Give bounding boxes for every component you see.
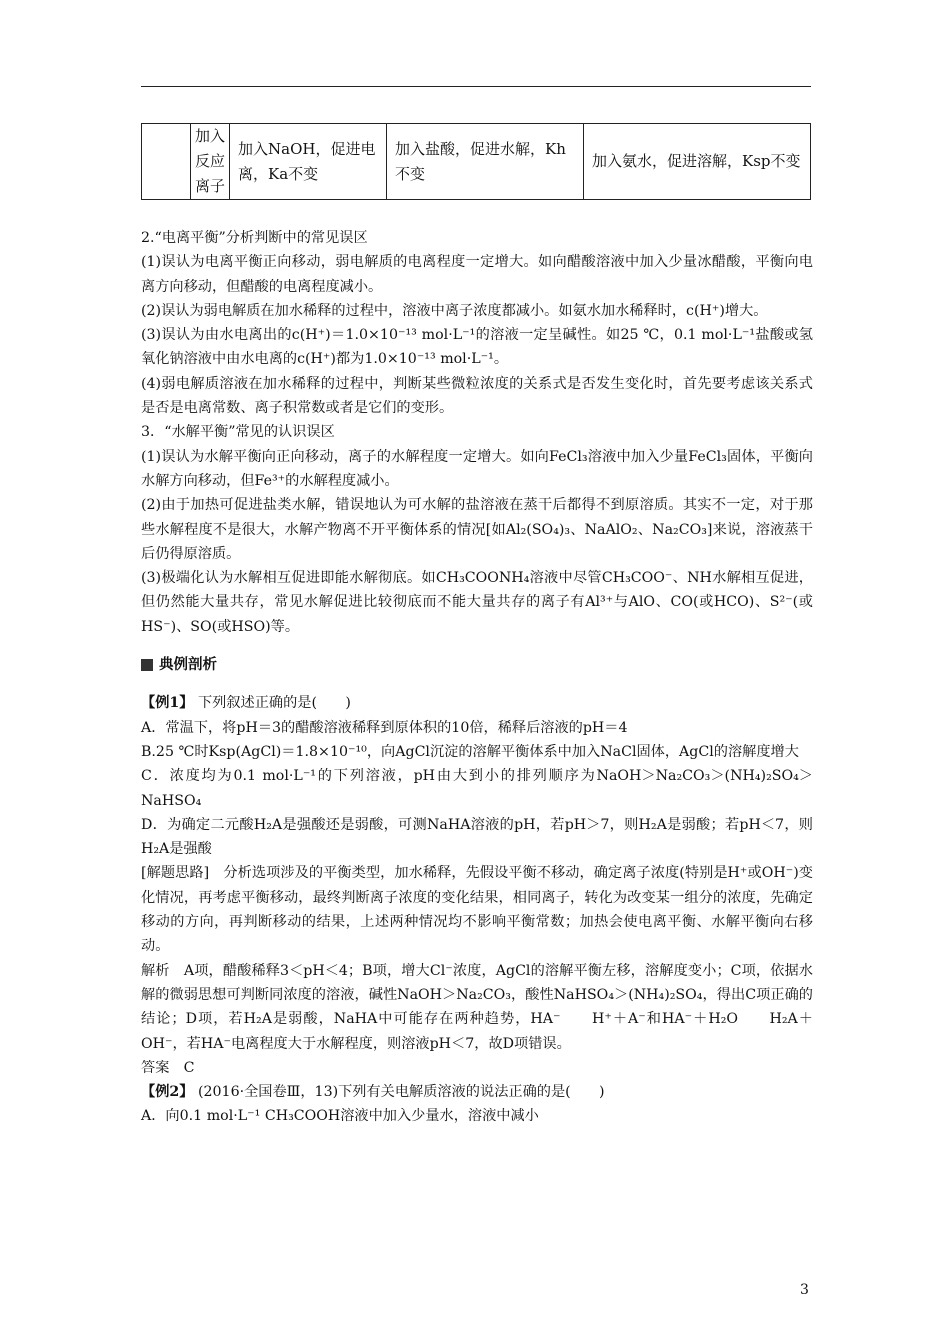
paragraph: (3)极端化认为水解相互促进即能水解彻底。如CH₃COONH₄溶液中尽管CH₃COO⁻、NH水解相互促进，但仍然能大量共存，常见水解促进比较彻底而不能大量共存的离子有Al³⁺与AlO、CO(或HCO)、S²⁻(或HS⁻)、SO(或HSO)等。 [141,570,813,635]
main-content [141,226,813,1129]
summary-table [141,123,811,200]
heading-2: 2.“电离平衡”分析判断中的常见误区 [141,230,368,246]
section-title [141,653,813,677]
heading-3: 3．“水解平衡”常见的认识误区 [141,424,335,441]
example1-option-a: A．常温下，将pH＝3的醋酸溶液稀释到原体积的10倍，稀释后溶液的pH＝4 [141,719,628,736]
example1-option-d: D．为确定二元酸H₂A是强酸还是弱酸，可测NaHA溶液的pH，若pH＞7，则H₂A是弱酸；若pH＜7，则H₂A是强酸 [141,816,813,858]
example1-option-b: B.25 ℃时Ksp(AgCl)＝1.8×10⁻¹⁰，向AgCl沉淀的溶解平衡体系中加入NaCl固体，AgCl的溶解度增大 [141,743,799,760]
example2-question [141,1080,813,1104]
example1-analysis: 解析 A项，醋酸稀释3＜pH＜4；B项，增大Cl⁻浓度，AgCl的溶解平衡左移，溶解度变小；C项，依据水解的微弱思想可判断同浓度的溶液，碱性NaOH＞Na₂CO₃，酸性NaHSO₄＞(NH₄)₂SO₄，得出C项正确的结论；D项，若H₂A是弱酸，NaHA中可能存在两种趋势，HA⁻ H⁺＋A⁻和HA⁻＋H₂O H₂A＋OH⁻，若HA⁻电离程度大于水解程度，则溶液pH＜7，故D项错误。 [141,962,813,1052]
example1-option-c: C．浓度均为0.1 mol·L⁻¹的下列溶液，pH由大到小的排列顺序为NaOH＞Na₂CO₃＞(NH₄)₂SO₄＞NaHSO₄ [141,768,813,809]
example1-question-text: 下列叙述正确的是( ) [197,695,351,712]
example1-question [141,691,813,715]
table-cell-label: 加入反应离子 [191,124,230,200]
paragraph: (2)由于加热可促进盐类水解，错误地认为可水解的盐溶液在蒸干后都得不到原溶质。其实不一定，对于那些水解程度不是很大，水解产物离不开平衡体系的情况[如Al₂(SO₄)₃、NaAlO₂、Na₂CO₃]来说，溶液蒸干后仍得原溶质。 [141,497,813,562]
example2-tag: 【例2】 [141,1084,194,1101]
example2-question-text: (2016·全国卷Ⅲ，13)下列有关电解质溶液的说法正确的是( ) [197,1084,605,1101]
example1-answer: 答案 C [141,1059,195,1076]
example1-tag: 【例1】 [141,695,194,712]
table-cell-dissolution: 加入氨水，促进溶解，Ksp不变 [584,124,811,200]
paragraph: (2)误认为弱电解质在加水稀释的过程中，溶液中离子浓度都减小。如氨水加水稀释时，c(H⁺)增大。 [141,302,768,319]
example1-thinking: [解题思路] 分析选项涉及的平衡类型，加水稀释，先假设平衡不移动，确定离子浓度(特别是H⁺或OH⁻)变化情况，再考虑平衡移动，最终判断离子浓度的变化结果，相同离子，转化为改变某一组分的浓度，先确定移动的方向，再判断移动的结果，上述两种情况均不影响平衡常数；加热会使电离平衡、水解平衡向右移动。 [141,865,813,955]
header-rule [141,86,811,87]
section-title-text: 典例剖析 [159,657,217,674]
page-number: 3 [800,1282,809,1298]
example2-option-a: A．向0.1 mol·L⁻¹ CH₃COOH溶液中加入少量水，溶液中减小 [141,1108,539,1125]
table-row [142,124,811,200]
square-bullet-icon [141,659,153,671]
table-cell-ionization: 加入NaOH，促进电离，Ka不变 [230,124,387,200]
paragraph: (1)误认为水解平衡向正向移动，离子的水解程度一定增大。如向FeCl₃溶液中加入少量FeCl₃固体，平衡向水解方向移动，但Fe³⁺的水解程度减小。 [141,448,813,489]
paragraph: (1)误认为电离平衡正向移动，弱电解质的电离程度一定增大。如向醋酸溶液中加入少量冰醋酸，平衡向电离方向移动，但醋酸的电离程度减小。 [141,254,813,295]
paragraph: (3)误认为由水电离出的c(H⁺)＝1.0×10⁻¹³ mol·L⁻¹的溶液一定呈碱性。如25 ℃，0.1 mol·L⁻¹盐酸或氢氧化钠溶液中由水电离的c(H⁺)都为1.0×10⁻¹³ mol·L⁻¹。 [141,327,813,368]
table-cell-empty [142,124,191,200]
paragraph: (4)弱电解质溶液在加水稀释的过程中，判断某些微粒浓度的关系式是否发生变化时，首先要考虑该关系式是否是电离常数、离子积常数或者是它们的变形。 [141,375,813,417]
table-cell-hydrolysis: 加入盐酸，促进水解，Kh不变 [387,124,584,200]
